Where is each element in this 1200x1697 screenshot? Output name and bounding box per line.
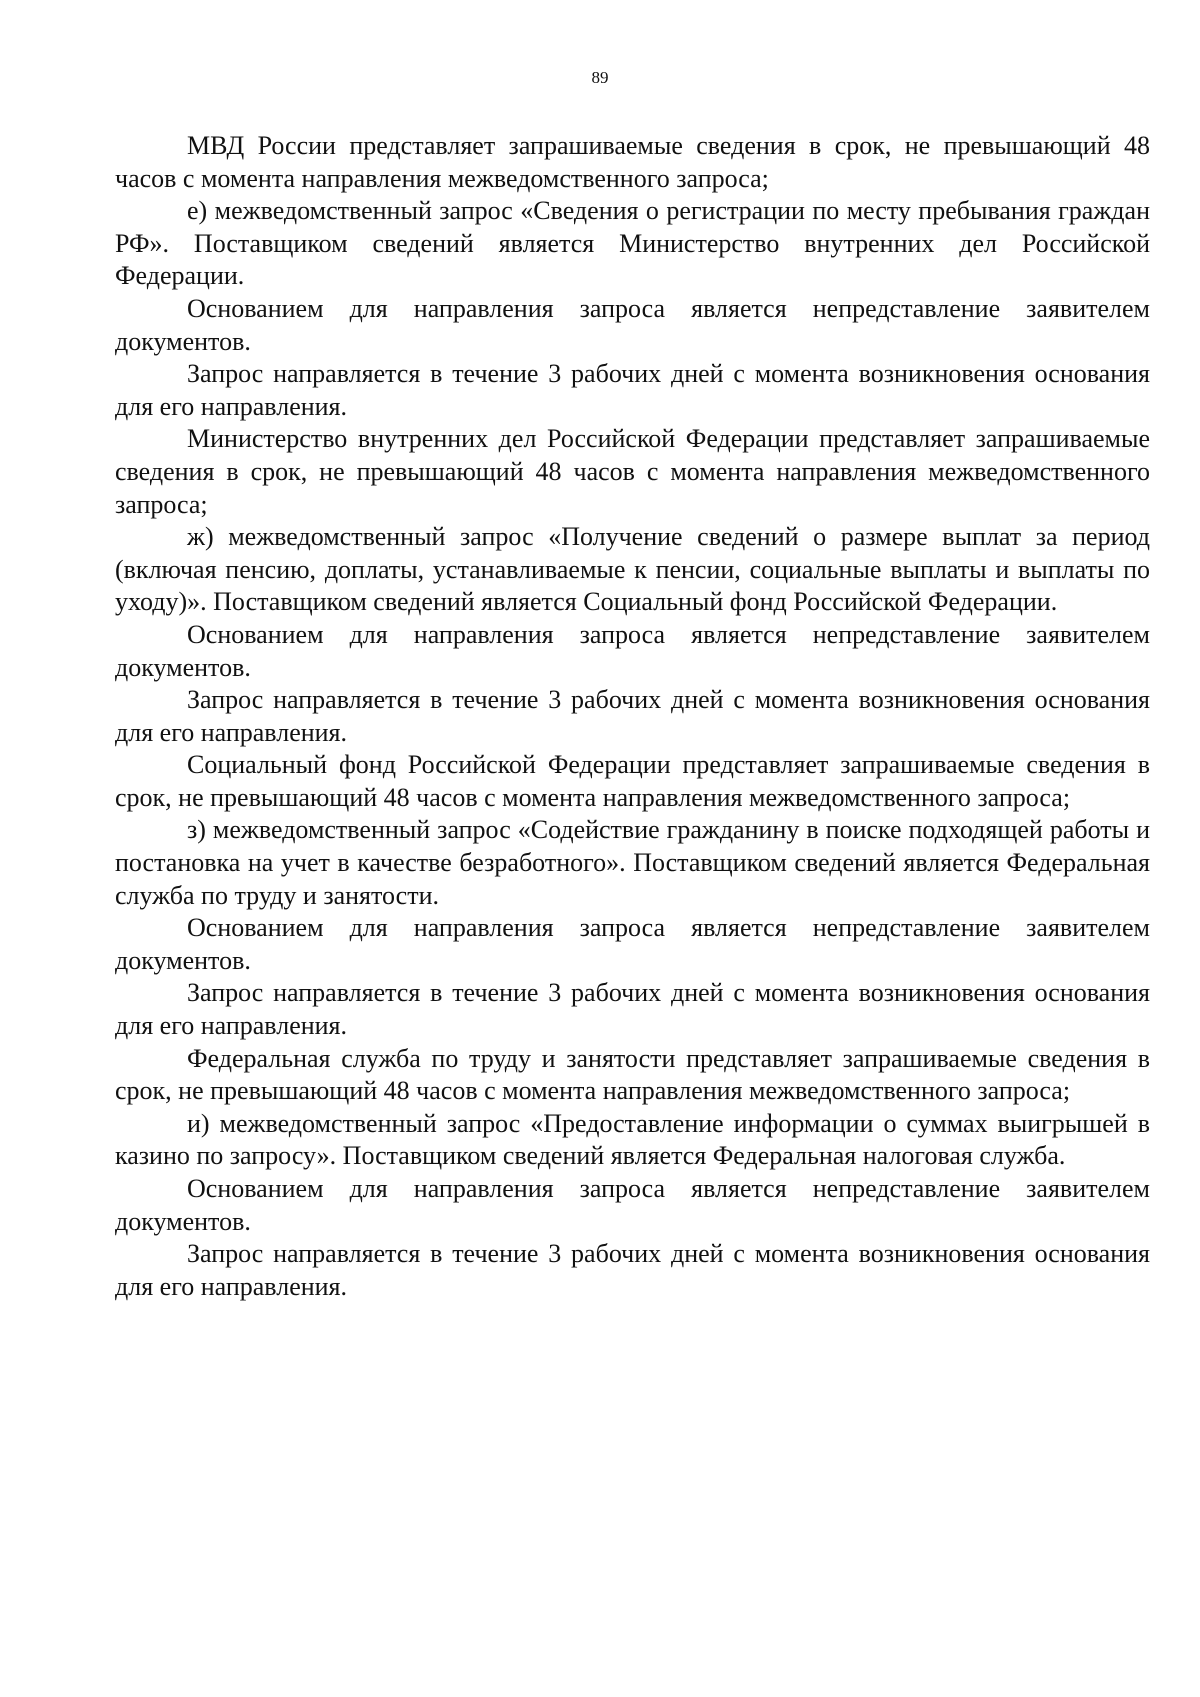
paragraph-item-e: е) межведомственный запрос «Сведения о регистрации по месту пребывания граждан РФ». Поставщиком сведений является Министерство внутренних дел Российской Федерации. <box>115 196 1150 291</box>
paragraph: Основанием для направления запроса является непредставление заявителем документов. <box>115 1174 1150 1236</box>
paragraph: Основанием для направления запроса является непредставление заявителем документов. <box>115 619 1150 682</box>
paragraph: Запрос направляется в течение 3 рабочих дней с момента возникновения основания для его направления. <box>115 978 1150 1041</box>
paragraph: Основанием для направления запроса является непредставление заявителем документов. <box>115 293 1150 356</box>
paragraph: Запрос направляется в течение 3 рабочих дней с момента возникновения основания для его направления. <box>115 1239 1150 1301</box>
paragraph: Федеральная служба по труду и занятости представляет запрашиваемые сведения в срок, не превышающий 48 часов с момента направления межведомственного запроса; <box>115 1043 1150 1106</box>
paragraph: Основанием для направления запроса является непредставление заявителем документов. <box>115 913 1150 975</box>
paragraph: МВД России представляет запрашиваемые сведения в срок, не превышающий 48 часов с момента направления межведомственного запроса; <box>115 131 1150 193</box>
paragraph: Запрос направляется в течение 3 рабочих дней с момента возникновения основания для его направления. <box>115 359 1150 421</box>
paragraph-item-z: з) межведомственный запрос «Содействие гражданину в поиске подходящей работы и постановка на учет в качестве безработного». Поставщиком сведений является Федеральная служба по труду и занятости. <box>115 815 1150 910</box>
document-body <box>115 130 1150 1303</box>
paragraph-item-zh: ж) межведомственный запрос «Получение сведений о размере выплат за период (включая пенсию, доплаты, устанавливаемые к пенсии, социальные выплаты и выплаты по уходу)». Поставщиком сведений является Социальный фонд Российской Федерации. <box>115 522 1150 617</box>
paragraph: Запрос направляется в течение 3 рабочих дней с момента возникновения основания для его направления. <box>115 685 1150 747</box>
paragraph-item-i: и) межведомственный запрос «Предоставление информации о суммах выигрышей в казино по запросу». Поставщиком сведений является Федеральная налоговая служба. <box>115 1108 1150 1171</box>
paragraph: Министерство внутренних дел Российской Федерации представляет запрашиваемые сведения в срок, не превышающий 48 часов с момента направления межведомственного запроса; <box>115 424 1150 519</box>
page-number: 89 <box>591 68 609 87</box>
paragraph: Социальный фонд Российской Федерации представляет запрашиваемые сведения в срок, не превышающий 48 часов с момента направления межведомственного запроса; <box>115 750 1150 812</box>
